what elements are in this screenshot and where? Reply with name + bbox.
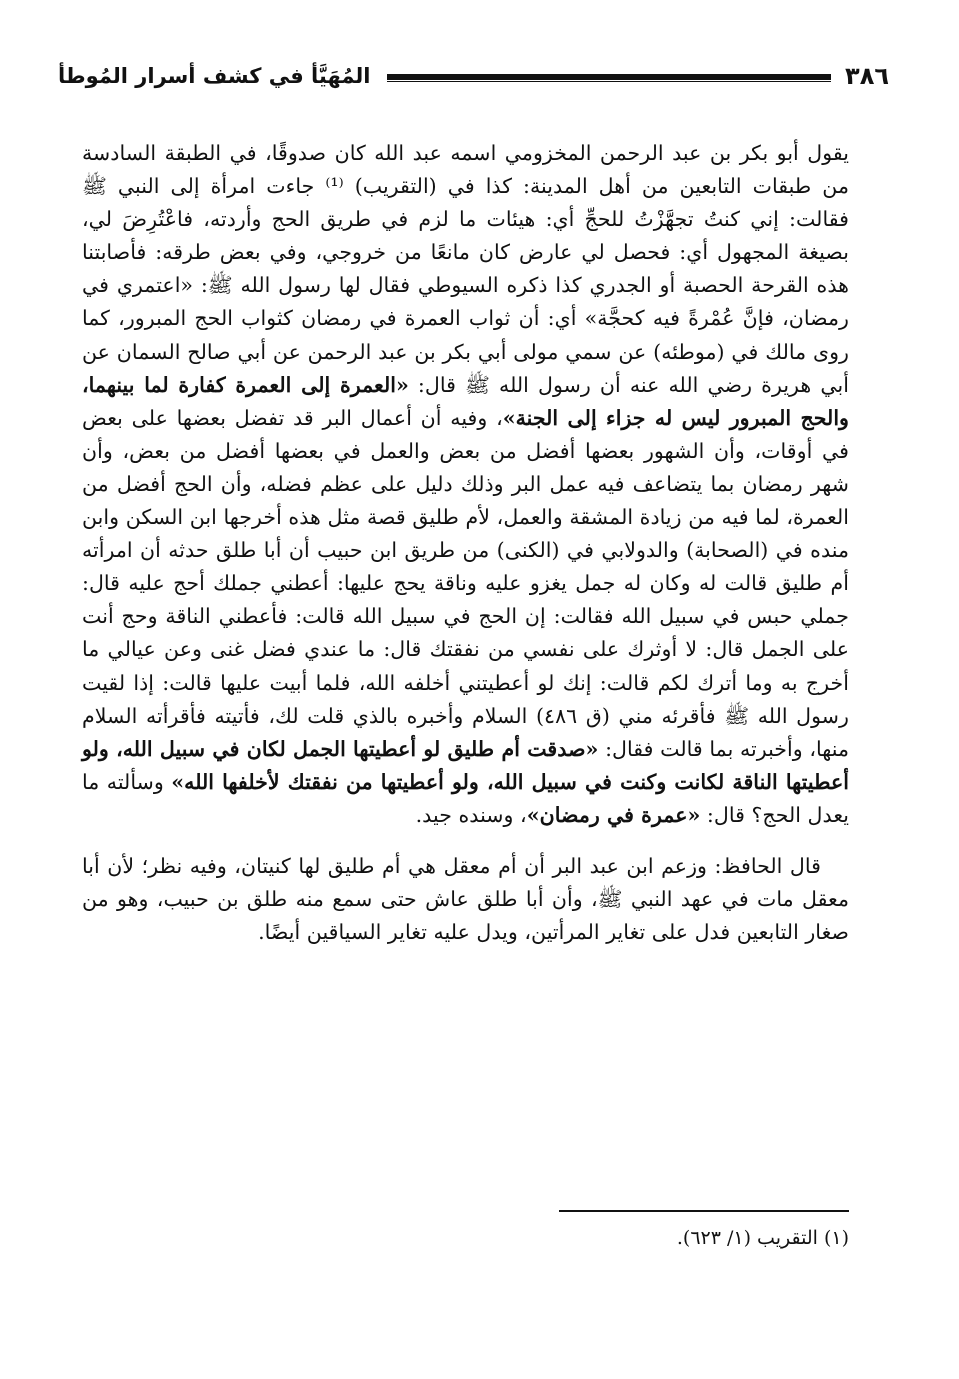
text-segment: قال الحافظ: وزعم ابن عبد البر أن أم معقل هي أم طليق لها كنيتان، وفيه نظر؛ لأن أبا معقل مات في عهد النبي ﷺ، وأن أبا طلق عاش حتى سمع منه طلق بن حبيب، وهو من صغار التابعين فدل على تغاير المرأتين، ويدل عليه تغاير السياقين أيضًا. bbox=[82, 853, 849, 945]
paragraph-main bbox=[82, 137, 849, 832]
text-segment: ، وفيه أن أعمال البر قد تفضل بعضها على بعض في أوقات، وأن الشهور بعضها أفضل من بعض والعمل في بعضها أفضل من بعض، وأن شهر رمضان بما يتضاعف فيه عمل البر وذلك دليل على عظم فضله، وأن الحج أفضل من العمرة، لما فيه من زيادة المشقة والعمل، لأم طليق قصة مثل هذه أخرجها ابن السكن وابن منده في (الصحابة) والدولابي في (الكنى) من طريق ابن حبيب أن أبا طلق حدثه أن امرأته أم طليق قالت له وكان له جمل يغزو عليه وناقة يحج عليها: أعطني جملك أحج عليه قال: جملي حبس في سبيل الله فقالت: إن الحج في سبيل الله قالت: فأعطني الناقة وحج أنت على الجمل قال: لا أوثرك على نفسي من نفقتك قال: ما عندي فضل غنى وعن عيالي ما أخرج به وما أترك لكم قالت: إنك لو أعطيتني أخلفه الله، فلما أبيت عليها قالت: إذا لقيت رسول الله ﷺ فأقرئه مني (ق ٤٨٦) السلام وأخبره بالذي قلت لك، فأتيته فأقرأته السلام منها، وأخبرته بما قالت فقال: bbox=[82, 405, 850, 761]
text-segment: يقول أبو بكر بن عبد الرحمن المخزومي اسمه عبد الله كان صدوقًا، في الطبقة السادسة من طبقات التابعين من أهل المدينة: كذا في (التقريب) ⁽¹⁾ جاءت امرأة إلى النبي ﷺ فقالت: إني كنتُ تجهَّزْتُ للحجِّ أي: هيئات ما لزم في طريق الحج وأردته، فاعْتُرِضَ لي، بصيغة المجهول أي: فحصل لي عارض كان مانعًا من خروجي، وفي بعض طرقه: فأصابتنا هذه القرحة الحصبة أو الجدري كذا ذكره السيوطي فقال لها رسول الله ﷺ: «اعتمري في رمضان، فإنَّ عُمْرةً فيه كحجَّة» أي: أن ثواب العمرة في رمضان كثواب الحج المبرور، كما روى مالك في (موطئه) عن سمي مولى أبي بكر بن عبد الرحمن عن أبي صالح السمان عن أبي هريرة رضي الله عنه أن رسول الله ﷺ قال: bbox=[82, 141, 849, 397]
hadith-quote: «صدقت أم طليق لو أعطيتها الجمل لكان في سبيل الله، ولو أعطيتها الناقة لكانت وكنت في سبيل الله، ولو أعطيتها من نفقتك لأخلفها الله» bbox=[82, 736, 849, 794]
page-header bbox=[58, 56, 889, 96]
footnote-divider bbox=[559, 1210, 849, 1212]
paragraph-hafiz bbox=[82, 850, 849, 949]
book-title: المُهَيَّأ في كشف أسرار المُوطأ bbox=[58, 64, 371, 88]
text-segment: وسألته ما يعدل الحج؟ قال: bbox=[82, 769, 849, 827]
body-text bbox=[82, 137, 849, 949]
page-number: ٣٨٦ bbox=[845, 62, 889, 90]
text-segment: ، وسنده جيد. bbox=[415, 802, 527, 827]
header-rule bbox=[387, 74, 832, 80]
footnote: (١) التقريب (١/ ٦٢٣). bbox=[676, 1227, 849, 1249]
hadith-quote: «عمرة في رمضان» bbox=[526, 802, 701, 827]
hadith-quote: «العمرة إلى العمرة كفارة لما بينهما، والحج المبرور ليس له جزاء إلى الجنة» bbox=[82, 372, 849, 430]
